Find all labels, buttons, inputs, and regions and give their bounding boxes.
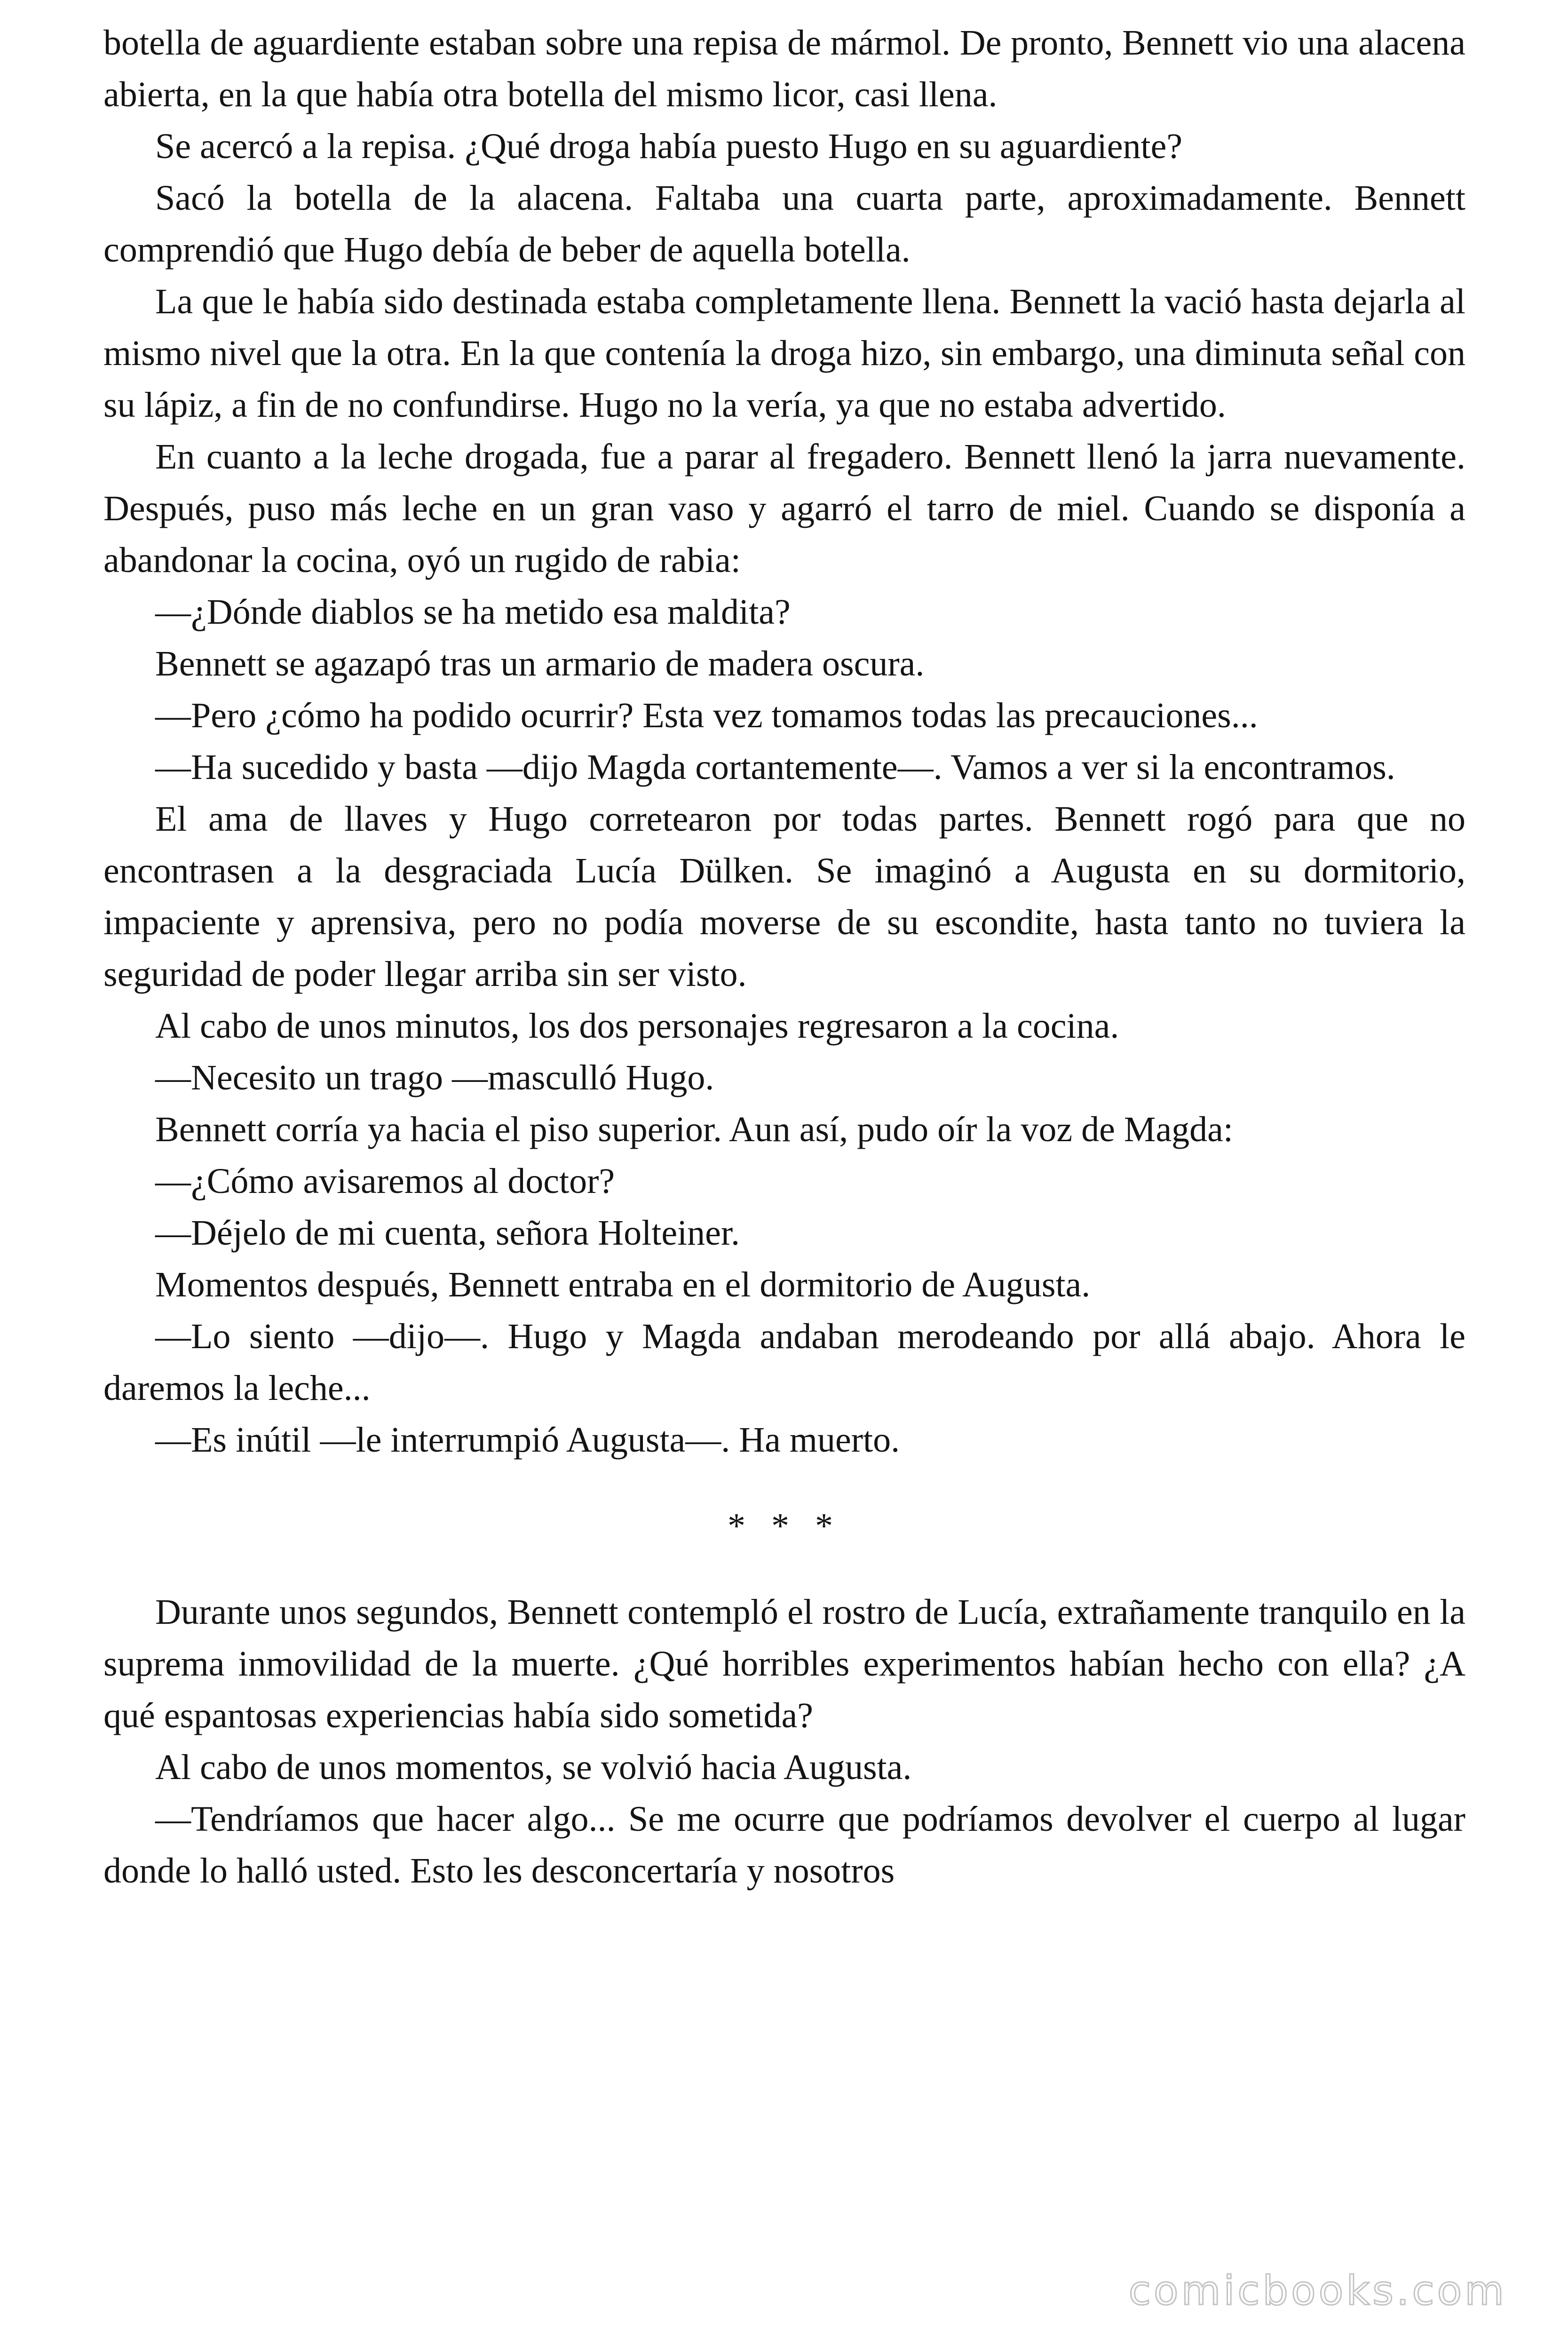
paragraph: En cuanto a la leche drogada, fue a parar al fregadero. Bennett llenó la jarra nuevamente. Después, puso más leche en un gran vaso y agarró el tarro de miel. Cuando se disponía a abandonar la cocina, oyó un rugido de rabia: — [103, 437, 1465, 580]
paragraph: —Tendríamos que hacer algo... Se me ocurre que podríamos devolver el cuerpo al lugar donde lo halló usted. Esto les desconcertaría y nosotros — [103, 1799, 1465, 1891]
text-block-after — [103, 1586, 1465, 1897]
paragraph: Durante unos segundos, Bennett contempló el rostro de Lucía, extrañamente tranquilo en la suprema inmovilidad de la muerte. ¿Qué horribles experimentos habían hecho con ella? ¿A qué espantosas experiencias había sido sometida? — [103, 1592, 1465, 1735]
paragraph: —Lo siento —dijo—. Hugo y Magda andaban merodeando por allá abajo. Ahora le daremos la leche... — [103, 1317, 1465, 1408]
paragraph: —¿Dónde diablos se ha metido esa maldita? — [155, 592, 791, 632]
paragraph: —Es inútil —le interrumpió Augusta—. Ha muerto. — [155, 1420, 900, 1460]
paragraph: —Ha sucedido y basta —dijo Magda cortantemente—. Vamos a ver si la encontramos. — [155, 747, 1395, 787]
paragraph: Se acercó a la repisa. ¿Qué droga había puesto Hugo en su aguardiente? — [155, 127, 1183, 166]
paragraph: El ama de llaves y Hugo corretearon por todas partes. Bennett rogó para que no encontrasen a la desgraciada Lucía Dülken. Se imaginó a Augusta en su dormitorio, impaciente y aprensiva, pero no podía moverse de su escondite, hasta tanto no tuviera la seguridad de poder llegar arriba sin ser visto. — [103, 799, 1465, 994]
paragraph: —Necesito un trago —masculló Hugo. — [155, 1058, 714, 1097]
watermark: comicbooks.com — [1128, 2267, 1507, 2314]
paragraph: Momentos después, Bennett entraba en el dormitorio de Augusta. — [155, 1265, 1091, 1304]
paragraph: Bennett se agazapó tras un armario de madera oscura. — [155, 644, 925, 683]
paragraph: —Pero ¿cómo ha podido ocurrir? Esta vez tomamos todas las precauciones... — [155, 696, 1258, 735]
paragraph: Sacó la botella de la alacena. Faltaba una cuarta parte, aproximadamente. Bennett comprendió que Hugo debía de beber de aquella botella. — [103, 178, 1465, 270]
page-body — [103, 17, 1465, 1897]
paragraph: Al cabo de unos momentos, se volvió hacia Augusta. — [155, 1748, 912, 1787]
paragraph: Bennett corría ya hacia el piso superior. Aun así, pudo oír la voz de Magda: — [155, 1110, 1234, 1149]
text-block-before — [103, 17, 1465, 1466]
paragraph: —Déjelo de mi cuenta, señora Holteiner. — [155, 1213, 740, 1253]
section-break: * * * — [728, 1506, 841, 1546]
paragraph: botella de aguardiente estaban sobre una repisa de mármol. De pronto, Bennett vio una alacena abierta, en la que había otra botella del mismo licor, casi llena. — [103, 23, 1465, 114]
paragraph: —¿Cómo avisaremos al doctor? — [155, 1161, 615, 1201]
paragraph: La que le había sido destinada estaba completamente llena. Bennett la vació hasta dejarla al mismo nivel que la otra. En la que contenía la droga hizo, sin embargo, una diminuta señal con su lápiz, a fin de no confundirse. Hugo no la vería, ya que no estaba advertido. — [103, 282, 1465, 425]
paragraph: Al cabo de unos minutos, los dos personajes regresaron a la cocina. — [155, 1006, 1119, 1046]
